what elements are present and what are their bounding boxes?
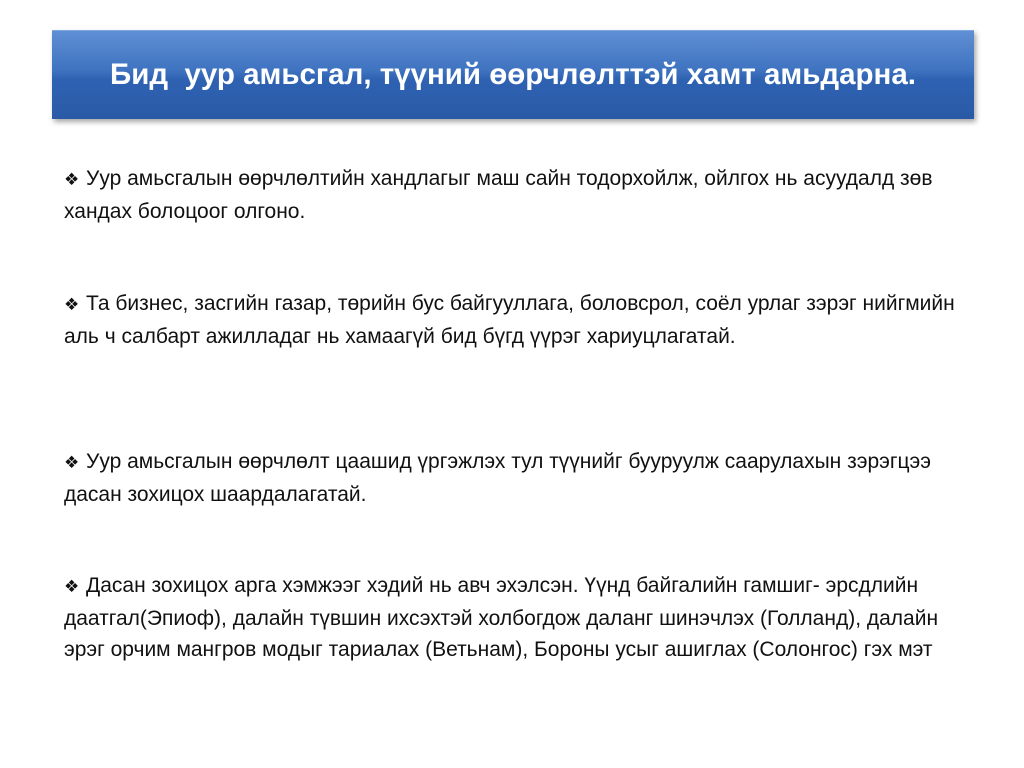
bullet-item xyxy=(64,446,984,510)
diamond-bullet-icon: ❖ xyxy=(64,453,80,472)
bullet-text: Дасан зохицох арга хэмжээг хэдий нь авч эхэлсэн. Үүнд байгалийн гамшиг- эрсдлийн даатгал(Эпиоф), далайн түвшин ихсэхтэй холбогдож даланг шинэчлэх (Голланд), далайн эрэг орчим мангров модыг тариалах (Ветьнам), Бороны усыг ашиглах (Солонгос) гэх мэт xyxy=(64,574,939,661)
bullet-item xyxy=(64,570,984,666)
diamond-bullet-icon: ❖ xyxy=(64,577,80,596)
diamond-bullet-icon: ❖ xyxy=(64,170,80,189)
slide-title: Бид уур амьсгал, түүний өөрчлөлттэй хамт амьдарна. xyxy=(110,58,916,91)
bullet-text: Уур амьсгалын өөрчлөлт цаашид үргэжлэх тул түүнийг бууруулж саарулахын зэрэгцээ дасан зохицох шаардалагатай. xyxy=(64,450,931,506)
bullet-item xyxy=(64,163,984,227)
bullet-item xyxy=(64,288,984,352)
diamond-bullet-icon: ❖ xyxy=(64,295,80,314)
bullet-text: Уур амьсгалын өөрчлөлтийн хандлагыг маш сайн тодорхойлж, ойлгох нь асуудалд зөв хандах болоцоог олгоно. xyxy=(64,167,933,223)
title-banner xyxy=(52,30,974,119)
bullet-text: Та бизнес, засгийн газар, төрийн бус байгууллага, боловсрол, соёл урлаг зэрэг нийгмийн аль ч салбарт ажилладаг нь хамаагүй бид бүгд үүрэг хариуцлагатай. xyxy=(64,292,955,348)
